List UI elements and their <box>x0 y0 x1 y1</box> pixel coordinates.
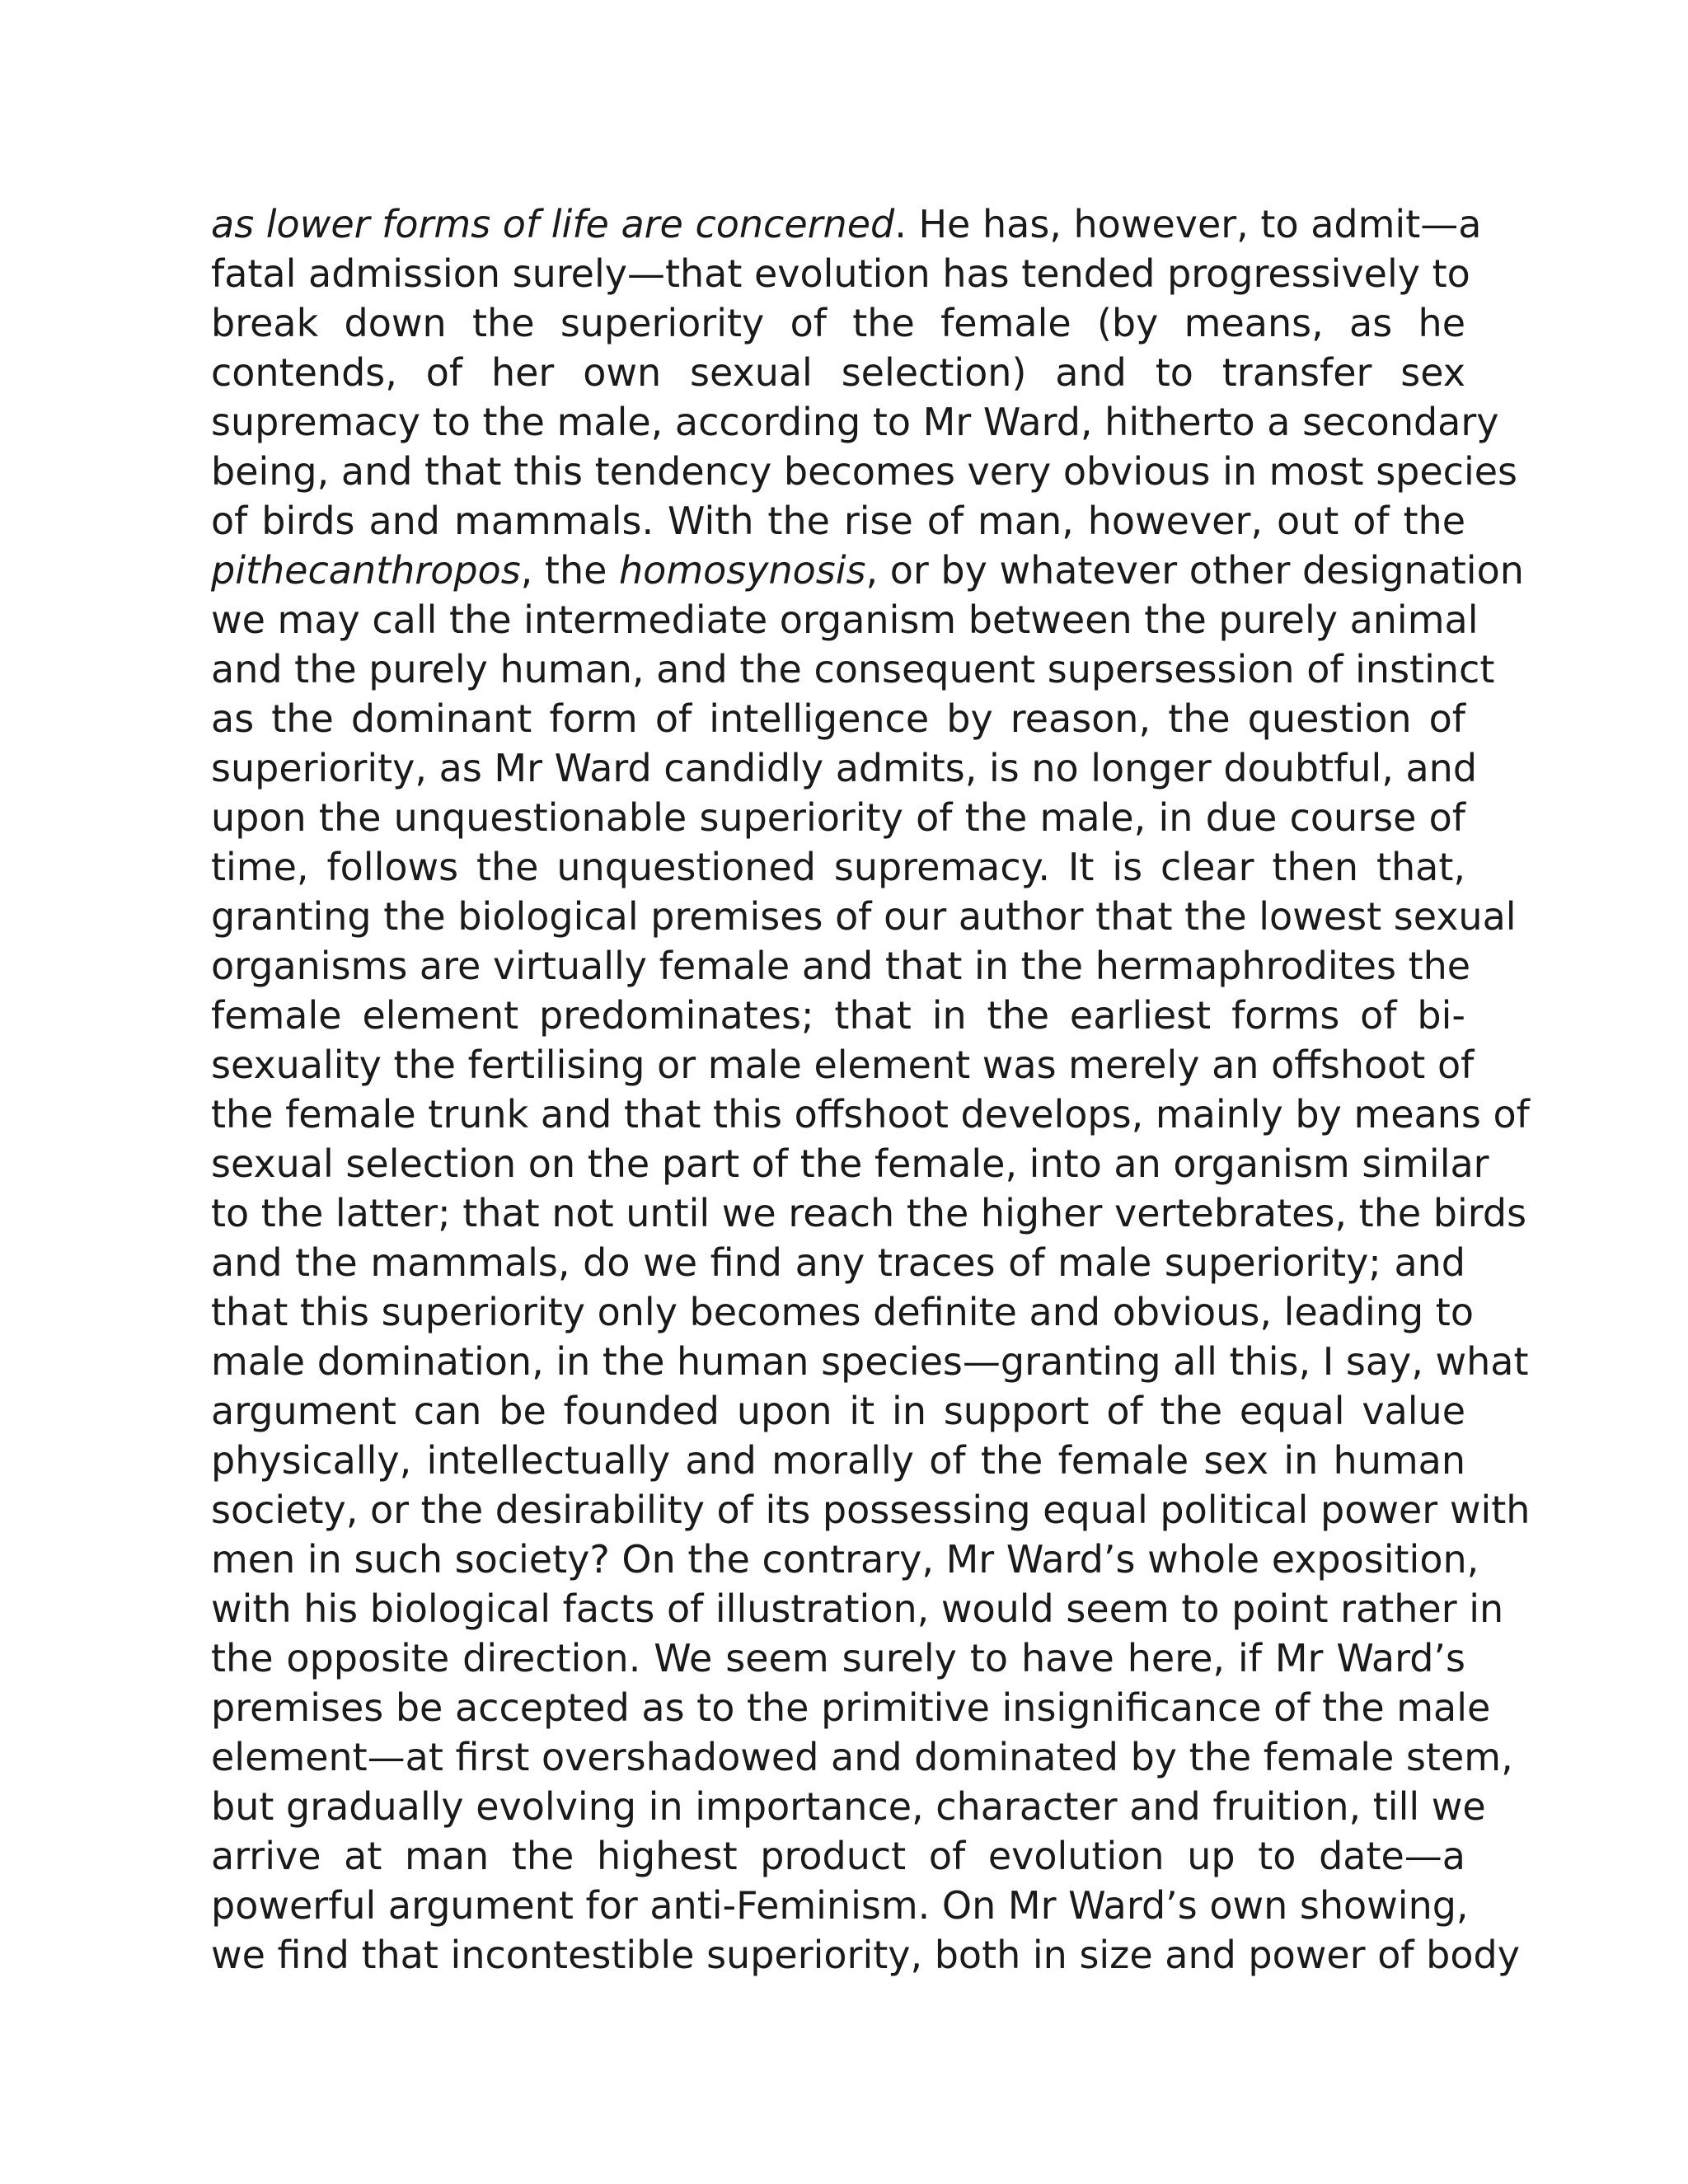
text-line: to the latter; that not until we reach the higher vertebrates, the birds <box>211 1191 1527 1235</box>
text-line: of birds and mammals. With the rise of man, however, out of the <box>211 499 1465 543</box>
text-line: fatal admission surely—that evolution has tended progressively to <box>211 251 1470 296</box>
text-line: as lower forms of life are concerned. He has, however, to admit—a <box>211 202 1482 246</box>
text-line: arrive at man the highest product of evolution up to date—a <box>211 1834 1465 1878</box>
text-line: supremacy to the male, according to Mr Ward, hitherto a secondary <box>211 400 1499 444</box>
text-line: and the purely human, and the consequent supersession of instinct <box>211 647 1495 691</box>
text-line: as the dominant form of intelligence by reason, the question of <box>211 696 1465 741</box>
text-line: upon the unquestionable superiority of the male, in due course of <box>211 795 1465 840</box>
text-line: time, follows the unquestioned supremacy. It is clear then that, <box>211 845 1465 889</box>
text-line: male domination, in the human species—granting all this, I say, what <box>211 1339 1529 1384</box>
text-line: that this superiority only becomes definite and obvious, leading to <box>211 1290 1474 1334</box>
text-line: we may call the intermediate organism between the purely animal <box>211 598 1479 642</box>
italic-term: homosynosis <box>619 548 866 593</box>
text-line: break down the superiority of the female (by means, as he <box>211 301 1465 345</box>
text-line: powerful argument for anti-Feminism. On Mr Ward’s own showing, <box>211 1883 1469 1928</box>
text-line: sexual selection on the part of the female, into an organism similar <box>211 1141 1489 1186</box>
text-line: but gradually evolving in importance, character and fruition, till we <box>211 1784 1486 1829</box>
text-line: men in such society? On the contrary, Mr Ward’s whole exposition, <box>211 1537 1479 1582</box>
text-line: female element predominates; that in the earliest forms of bi- <box>211 993 1465 1038</box>
italic-term: pithecanthropos <box>211 548 521 593</box>
body-text <box>211 199 1531 1980</box>
italic-phrase: as lower forms of life are concerned <box>211 202 895 246</box>
text-line: and the mammals, do we find any traces of male superiority; and <box>211 1240 1465 1285</box>
text-line: society, or the desirability of its possessing equal political power with <box>211 1488 1531 1532</box>
text-line: granting the biological premises of our author that the lowest sexual <box>211 894 1517 939</box>
text-line: pithecanthropos, the homosynosis, or by whatever other designation <box>211 548 1524 593</box>
text-line: physically, intellectually and morally of the female sex in human <box>211 1438 1465 1483</box>
text-line: the opposite direction. We seem surely to have here, if Mr Ward’s <box>211 1636 1465 1680</box>
text-line: element—at first overshadowed and dominated by the female stem, <box>211 1735 1513 1779</box>
text-line: premises be accepted as to the primitive insignificance of the male <box>211 1685 1491 1730</box>
text-line: the female trunk and that this offshoot develops, mainly by means of <box>211 1092 1530 1137</box>
text-line: sexuality the fertilising or male element was merely an offshoot of <box>211 1043 1475 1087</box>
text-line: we find that incontestible superiority, both in size and power of body <box>211 1933 1520 1977</box>
text-line: being, and that this tendency becomes very obvious in most species <box>211 449 1518 494</box>
text-line: argument can be founded upon it in support of the equal value <box>211 1389 1465 1433</box>
text-line: organisms are virtually female and that in the hermaphrodites the <box>211 944 1471 988</box>
text-line: superiority, as Mr Ward candidly admits, is no longer doubtful, and <box>211 746 1478 790</box>
text-line: contends, of her own sexual selection) and to transfer sex <box>211 350 1465 395</box>
text-line: with his biological facts of illustration, would seem to point rather in <box>211 1586 1504 1631</box>
